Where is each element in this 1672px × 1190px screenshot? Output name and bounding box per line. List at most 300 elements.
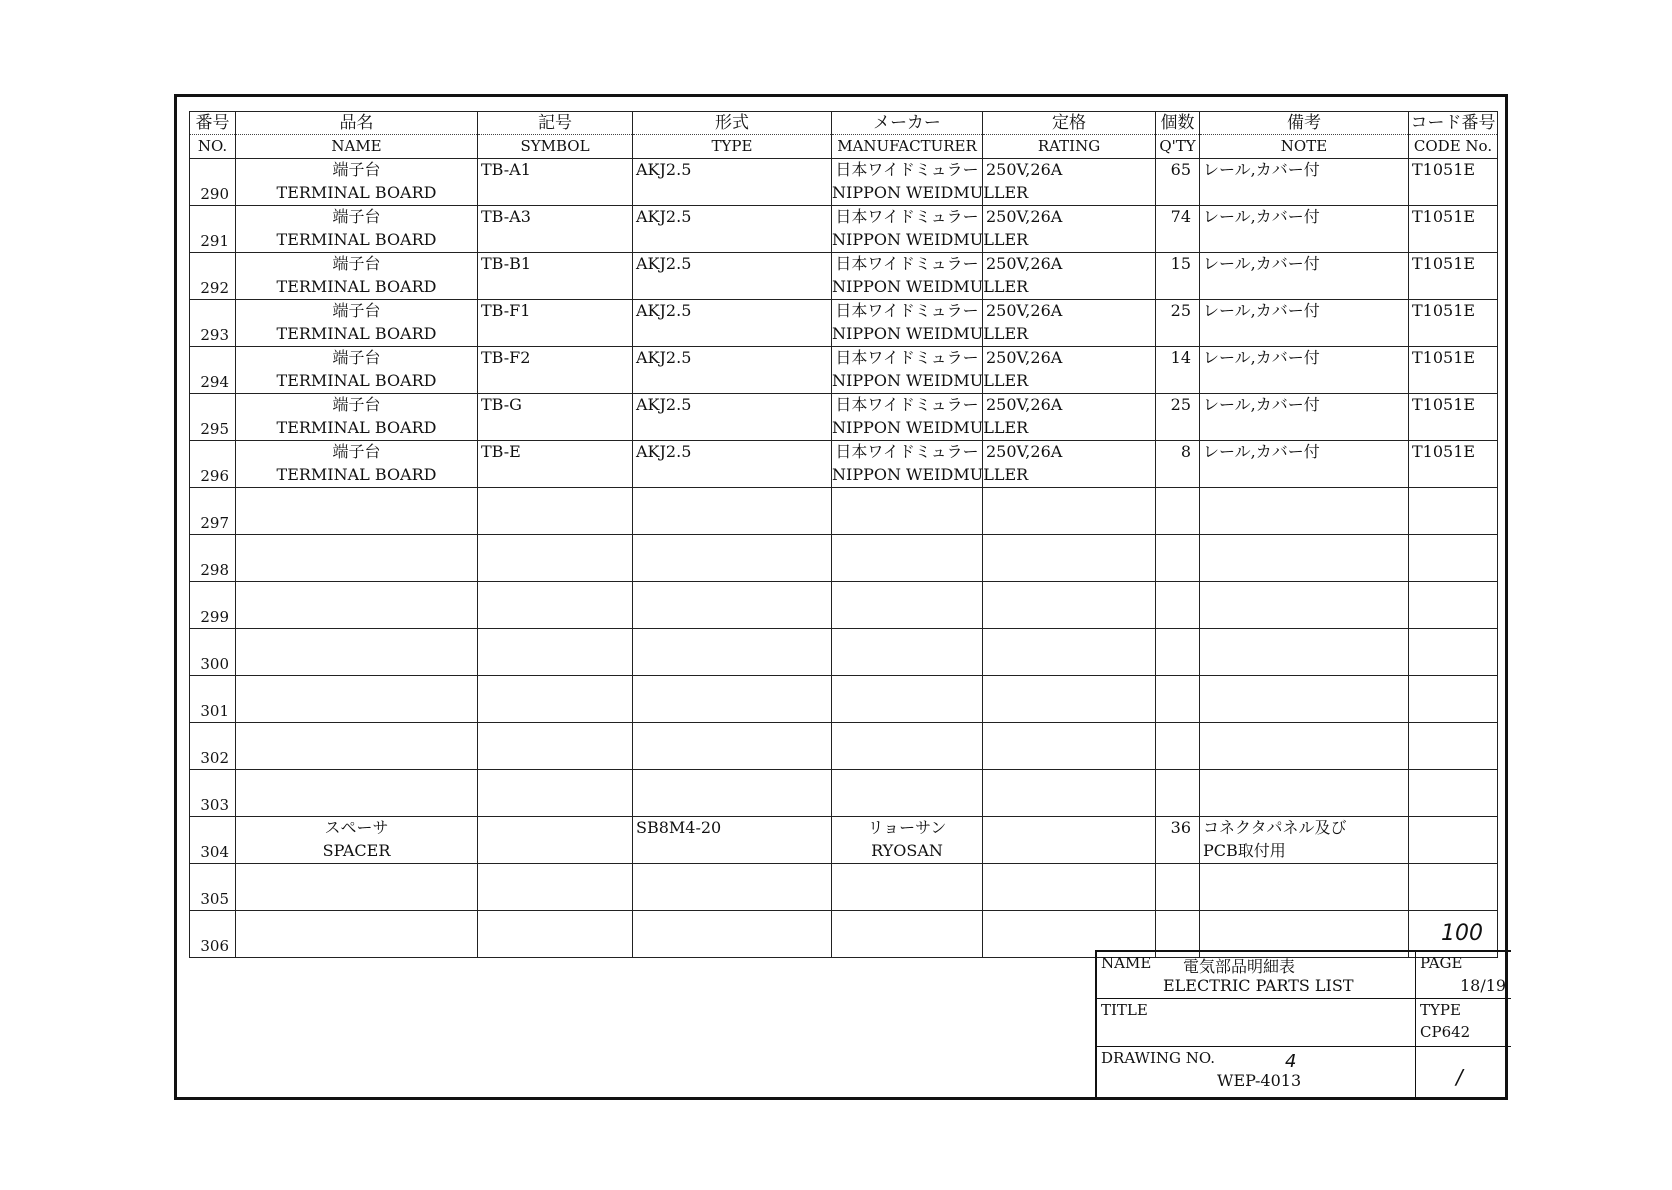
part-code: T1051E: [1412, 254, 1476, 273]
part-symbol-cell: [478, 676, 633, 723]
part-symbol: TB-B1: [481, 254, 532, 273]
part-type-cell: [633, 864, 832, 911]
part-manufacturer-mfr-jp: リョーサン: [867, 818, 947, 837]
part-quantity-cell: [1156, 676, 1200, 723]
part-symbol: TB-G: [481, 395, 522, 414]
type-cell: [1415, 999, 1512, 1046]
part-code: [1412, 488, 1497, 511]
part-symbol: TB-F2: [481, 348, 531, 367]
part-rating: [986, 864, 1155, 887]
part-manufacturer-cell: [832, 817, 983, 864]
part-code: [1412, 629, 1497, 652]
row-number-cell: [190, 347, 236, 394]
part-name-name-jp: 端子台: [332, 442, 381, 461]
part-note-note1: [1203, 911, 1408, 934]
row-number-cell: [190, 159, 236, 206]
row-number-cell: [190, 441, 236, 488]
part-rating: [986, 911, 1155, 934]
part-symbol-cell: [478, 817, 633, 864]
part-name-name-en: TERMINAL BOARD: [276, 324, 437, 343]
part-type-cell: [633, 770, 832, 817]
row-number-cell: [190, 488, 236, 535]
part-type-cell: [633, 206, 832, 253]
part-manufacturer-mfr-en: NIPPON WEIDMULLER: [832, 371, 1029, 390]
title-label: TITLE: [1101, 1001, 1148, 1019]
part-note-cell: [1200, 535, 1409, 582]
part-note-note1: レール,カバー付: [1203, 348, 1320, 367]
part-name-cell: [236, 535, 478, 582]
part-rating: 250V,26A: [986, 160, 1063, 179]
header-row: [190, 112, 1498, 159]
part-manufacturer-mfr-en: [832, 793, 982, 816]
part-manufacturer-mfr-en: NIPPON WEIDMULLER: [832, 277, 1029, 296]
part-manufacturer-mfr-en: [832, 934, 982, 957]
part-manufacturer-mfr-jp: [832, 723, 982, 746]
row-number-cell: [190, 864, 236, 911]
part-rating: [986, 535, 1155, 558]
part-code: [1412, 676, 1497, 699]
drawing-number: WEP-4013: [1217, 1071, 1302, 1090]
table-row: [190, 488, 1498, 535]
part-quantity-cell: [1156, 253, 1200, 300]
part-note-cell: [1200, 488, 1409, 535]
part-note-note1: [1203, 582, 1408, 605]
part-name-name-jp: [236, 723, 477, 746]
table-row: [190, 629, 1498, 676]
part-code: [1412, 535, 1497, 558]
part-rating: 250V,26A: [986, 395, 1063, 414]
part-type-cell: [633, 676, 832, 723]
part-note-note1: [1203, 535, 1408, 558]
part-quantity: [1156, 770, 1191, 793]
header-no: 番号 NO.: [190, 112, 236, 159]
part-name-cell: [236, 347, 478, 394]
part-name-cell: [236, 864, 478, 911]
part-note-note2: [1203, 511, 1408, 534]
part-symbol-cell: [478, 347, 633, 394]
row-number-cell: [190, 723, 236, 770]
part-note-cell: [1200, 394, 1409, 441]
part-type-cell: [633, 817, 832, 864]
part-rating-cell: [983, 864, 1156, 911]
row-number: 299: [200, 608, 229, 626]
part-manufacturer-mfr-jp: 日本ワイドミュラー: [835, 442, 979, 461]
part-code: T1051E: [1412, 395, 1476, 414]
part-rating: [986, 817, 1155, 840]
part-quantity: 8: [1180, 442, 1191, 461]
table-row: [190, 159, 1498, 206]
part-name-name-jp: [236, 676, 477, 699]
part-quantity: [1156, 488, 1191, 511]
part-symbol-cell: [478, 441, 633, 488]
part-rating-cell: [983, 770, 1156, 817]
part-name-name-jp: 端子台: [332, 254, 381, 273]
part-type: AKJ2.5: [636, 254, 692, 273]
part-name-name-en: [236, 699, 477, 722]
part-type: AKJ2.5: [636, 395, 692, 414]
part-note-cell: [1200, 770, 1409, 817]
part-note-note2: [1203, 464, 1408, 487]
row-number-cell: [190, 535, 236, 582]
part-name-cell: [236, 723, 478, 770]
part-type: AKJ2.5: [636, 301, 692, 320]
part-note-cell: [1200, 300, 1409, 347]
row-number: 301: [200, 702, 229, 720]
part-manufacturer-mfr-en: [832, 652, 982, 675]
part-symbol: [481, 535, 632, 558]
part-quantity-cell: [1156, 864, 1200, 911]
part-code-cell: [1409, 159, 1498, 206]
part-symbol: TB-A1: [481, 160, 531, 179]
part-name-name-en: [236, 605, 477, 628]
part-symbol-cell: [478, 488, 633, 535]
part-manufacturer-mfr-jp: [832, 911, 982, 934]
part-code-cell: [1409, 441, 1498, 488]
part-name-cell: [236, 300, 478, 347]
part-name-name-jp: [236, 911, 477, 934]
part-code-cell: [1409, 817, 1498, 864]
part-manufacturer-cell: [832, 676, 983, 723]
part-name-name-en: TERMINAL BOARD: [276, 277, 437, 296]
part-note-note1: [1203, 723, 1408, 746]
part-manufacturer-mfr-en: RYOSAN: [871, 841, 943, 860]
part-symbol-cell: [478, 770, 633, 817]
part-manufacturer-mfr-jp: 日本ワイドミュラー: [835, 348, 979, 367]
part-quantity: [1156, 676, 1191, 699]
part-manufacturer-mfr-en: [832, 558, 982, 581]
table-row: [190, 723, 1498, 770]
row-number-cell: [190, 206, 236, 253]
part-quantity-cell: [1156, 394, 1200, 441]
part-quantity: 14: [1170, 348, 1191, 367]
part-manufacturer-mfr-jp: 日本ワイドミュラー: [835, 207, 979, 226]
part-quantity-cell: [1156, 347, 1200, 394]
part-manufacturer-mfr-en: [832, 511, 982, 534]
table-row: [190, 253, 1498, 300]
part-manufacturer-mfr-jp: [832, 864, 982, 887]
part-type-cell: [633, 347, 832, 394]
table-row: [190, 582, 1498, 629]
part-type: [636, 911, 831, 934]
title-block-name-row: [1097, 952, 1511, 999]
part-manufacturer-mfr-jp: [832, 770, 982, 793]
part-code: [1412, 723, 1497, 746]
part-note-note1: コネクタパネル及び: [1203, 818, 1347, 837]
part-symbol-cell: [478, 300, 633, 347]
part-rating: [986, 488, 1155, 511]
part-name-name-en: [236, 793, 477, 816]
part-note-cell: [1200, 864, 1409, 911]
part-name-name-jp: 端子台: [332, 348, 381, 367]
part-name-name-en: TERMINAL BOARD: [276, 465, 437, 484]
part-note-cell: [1200, 253, 1409, 300]
part-type-cell: [633, 535, 832, 582]
title-block-drawing-row: [1097, 1047, 1511, 1097]
part-name-cell: [236, 582, 478, 629]
part-type-cell: [633, 582, 832, 629]
part-name-cell: [236, 488, 478, 535]
row-number: 303: [200, 796, 229, 814]
part-type: AKJ2.5: [636, 442, 692, 461]
part-type-cell: [633, 394, 832, 441]
part-symbol: [481, 488, 632, 511]
part-type: AKJ2.5: [636, 207, 692, 226]
part-manufacturer-mfr-en: NIPPON WEIDMULLER: [832, 183, 1029, 202]
part-type-cell: [633, 159, 832, 206]
page-cell: [1415, 952, 1512, 998]
part-symbol: [481, 629, 632, 652]
row-number: 298: [200, 561, 229, 579]
part-quantity: 25: [1170, 395, 1191, 414]
part-note-cell: [1200, 347, 1409, 394]
part-quantity-cell: [1156, 206, 1200, 253]
part-manufacturer-cell: [832, 864, 983, 911]
header-qty: 個数 Q'TY: [1156, 112, 1200, 159]
row-number: 297: [200, 514, 229, 532]
table-row: [190, 770, 1498, 817]
part-note-note1: レール,カバー付: [1203, 395, 1320, 414]
part-name-name-jp: 端子台: [332, 160, 381, 179]
part-rating-cell: [983, 723, 1156, 770]
document-name-jp: 電気部品明細表: [1183, 957, 1296, 976]
part-code-cell: [1409, 676, 1498, 723]
part-quantity-cell: [1156, 582, 1200, 629]
header-name: 品名 NAME: [236, 112, 478, 159]
part-manufacturer-mfr-jp: 日本ワイドミュラー: [835, 160, 979, 179]
part-note-note2: [1203, 652, 1408, 675]
part-quantity: 15: [1170, 254, 1191, 273]
part-manufacturer-mfr-jp: 日本ワイドミュラー: [835, 395, 979, 414]
part-manufacturer-mfr-jp: 日本ワイドミュラー: [835, 254, 979, 273]
part-code-cell: [1409, 253, 1498, 300]
header-note: 備考 NOTE: [1200, 112, 1409, 159]
part-name-name-en: SPACER: [322, 841, 391, 860]
title-block-title-row: [1097, 999, 1511, 1047]
part-rating-cell: [983, 817, 1156, 864]
row-number: 291: [200, 232, 229, 250]
part-type: [636, 488, 831, 511]
part-symbol-cell: [478, 253, 633, 300]
part-name-cell: [236, 441, 478, 488]
row-number-cell: [190, 911, 236, 958]
row-number: 294: [200, 373, 229, 391]
part-symbol: [481, 911, 632, 934]
part-manufacturer-cell: [832, 723, 983, 770]
part-note-cell: [1200, 441, 1409, 488]
part-code: [1412, 864, 1497, 887]
part-name-name-jp: [236, 629, 477, 652]
part-quantity-cell: [1156, 723, 1200, 770]
part-note-note2: [1203, 699, 1408, 722]
row-number-cell: [190, 770, 236, 817]
part-note-note1: レール,カバー付: [1203, 301, 1320, 320]
part-symbol-cell: [478, 535, 633, 582]
row-number: 300: [200, 655, 229, 673]
part-type: [636, 676, 831, 699]
part-manufacturer-cell: [832, 770, 983, 817]
part-note-cell: [1200, 159, 1409, 206]
row-number-cell: [190, 300, 236, 347]
part-quantity-cell: [1156, 629, 1200, 676]
parts-table: [189, 111, 1498, 958]
part-manufacturer-mfr-jp: [832, 629, 982, 652]
part-quantity: [1156, 582, 1191, 605]
part-symbol: [481, 770, 632, 793]
part-type: [636, 629, 831, 652]
part-symbol: TB-F1: [481, 301, 531, 320]
part-note-note1: レール,カバー付: [1203, 207, 1320, 226]
part-symbol: [481, 582, 632, 605]
part-manufacturer-mfr-en: [832, 605, 982, 628]
part-symbol: [481, 864, 632, 887]
part-note-cell: [1200, 817, 1409, 864]
part-name-cell: [236, 911, 478, 958]
part-name-cell: [236, 817, 478, 864]
page-label: PAGE: [1420, 954, 1463, 972]
part-type: [636, 582, 831, 605]
drawing-no-label: DRAWING NO.: [1101, 1049, 1216, 1067]
part-type: [636, 723, 831, 746]
part-manufacturer-mfr-en: NIPPON WEIDMULLER: [832, 324, 1029, 343]
part-manufacturer-mfr-en: [832, 746, 982, 769]
part-note-note1: [1203, 488, 1408, 511]
part-rating: 250V,26A: [986, 442, 1063, 461]
part-note-cell: [1200, 206, 1409, 253]
part-manufacturer-mfr-en: NIPPON WEIDMULLER: [832, 465, 1029, 484]
handwritten-total: 100: [1441, 921, 1483, 946]
part-name-name-jp: [236, 535, 477, 558]
part-manufacturer-cell: [832, 911, 983, 958]
part-symbol-cell: [478, 394, 633, 441]
part-symbol-cell: [478, 911, 633, 958]
table-row: [190, 206, 1498, 253]
part-rating-cell: [983, 676, 1156, 723]
type-value: CP642: [1420, 1023, 1471, 1041]
part-type-cell: [633, 300, 832, 347]
part-rating: [986, 723, 1155, 746]
part-quantity-cell: [1156, 535, 1200, 582]
part-quantity-cell: [1156, 817, 1200, 864]
part-rating: [986, 676, 1155, 699]
table-row: [190, 864, 1498, 911]
part-name-name-en: [236, 887, 477, 910]
part-note-note2: [1203, 746, 1408, 769]
type-label: TYPE: [1420, 1001, 1461, 1019]
part-quantity: 74: [1170, 207, 1191, 226]
part-note-note1: レール,カバー付: [1203, 254, 1320, 273]
part-code: T1051E: [1412, 207, 1476, 226]
part-name-name-en: [236, 934, 477, 957]
part-note-note2: [1203, 323, 1408, 346]
part-type: [636, 864, 831, 887]
part-note-note2: [1203, 182, 1408, 205]
part-manufacturer-mfr-en: NIPPON WEIDMULLER: [832, 230, 1029, 249]
part-symbol-cell: [478, 159, 633, 206]
part-name-name-jp: スペーサ: [324, 818, 389, 837]
row-number: 292: [200, 279, 229, 297]
table-row: [190, 676, 1498, 723]
part-note-note2: [1203, 276, 1408, 299]
header-manufacturer: メーカー MANUFACTURER: [832, 112, 983, 159]
part-rating-cell: [983, 582, 1156, 629]
part-note-note2: [1203, 887, 1408, 910]
part-symbol-cell: [478, 206, 633, 253]
part-code-cell: [1409, 535, 1498, 582]
part-quantity: [1156, 911, 1191, 934]
part-name-cell: [236, 629, 478, 676]
row-number-cell: [190, 676, 236, 723]
part-symbol: TB-A3: [481, 207, 531, 226]
part-code-cell: [1409, 629, 1498, 676]
part-code: T1051E: [1412, 348, 1476, 367]
part-note-note2: [1203, 229, 1408, 252]
part-name-name-en: TERMINAL BOARD: [276, 230, 437, 249]
part-rating: 250V,26A: [986, 301, 1063, 320]
row-number: 306: [200, 937, 229, 955]
part-code-cell: [1409, 347, 1498, 394]
part-rating: 250V,26A: [986, 348, 1063, 367]
part-manufacturer-mfr-jp: [832, 535, 982, 558]
page-number: 18/19: [1460, 976, 1507, 995]
row-number-cell: [190, 582, 236, 629]
part-note-note1: [1203, 864, 1408, 887]
part-code-cell: [1409, 864, 1498, 911]
parts-table-body: [190, 159, 1498, 958]
table-row: [190, 300, 1498, 347]
part-name-cell: [236, 253, 478, 300]
part-symbol: [481, 817, 632, 840]
part-rating: [986, 770, 1155, 793]
header-type: 形式 TYPE: [633, 112, 832, 159]
part-note-note2: [1203, 417, 1408, 440]
table-row: [190, 441, 1498, 488]
part-rating: [986, 629, 1155, 652]
header-rating: 定格 RATING: [983, 112, 1156, 159]
drawing-number-correction: 4: [1285, 1051, 1297, 1072]
part-manufacturer-mfr-en: [832, 699, 982, 722]
row-number: 290: [200, 185, 229, 203]
part-quantity: [1156, 723, 1191, 746]
part-type: [636, 535, 831, 558]
row-number: 295: [200, 420, 229, 438]
part-manufacturer-mfr-en: NIPPON WEIDMULLER: [832, 418, 1029, 437]
part-note-cell: [1200, 723, 1409, 770]
header-code: コード番号 CODE No.: [1409, 112, 1498, 159]
part-note-note1: レール,カバー付: [1203, 442, 1320, 461]
part-note-note2: PCB取付用: [1203, 841, 1286, 860]
row-number: 302: [200, 749, 229, 767]
part-manufacturer-mfr-jp: [832, 676, 982, 699]
part-type-cell: [633, 723, 832, 770]
document-name-en: ELECTRIC PARTS LIST: [1163, 976, 1354, 995]
part-quantity: 65: [1170, 160, 1191, 179]
part-name-cell: [236, 394, 478, 441]
part-note-cell: [1200, 676, 1409, 723]
part-note-note2: [1203, 370, 1408, 393]
part-note-note1: [1203, 676, 1408, 699]
part-rating-cell: [983, 488, 1156, 535]
part-code: T1051E: [1412, 442, 1476, 461]
part-code-cell: [1409, 723, 1498, 770]
part-name-name-jp: [236, 488, 477, 511]
part-type-cell: [633, 911, 832, 958]
part-type-cell: [633, 441, 832, 488]
part-type-cell: [633, 629, 832, 676]
part-note-note1: [1203, 770, 1408, 793]
table-row: [190, 535, 1498, 582]
part-note-note2: [1203, 793, 1408, 816]
part-manufacturer-mfr-jp: [832, 582, 982, 605]
